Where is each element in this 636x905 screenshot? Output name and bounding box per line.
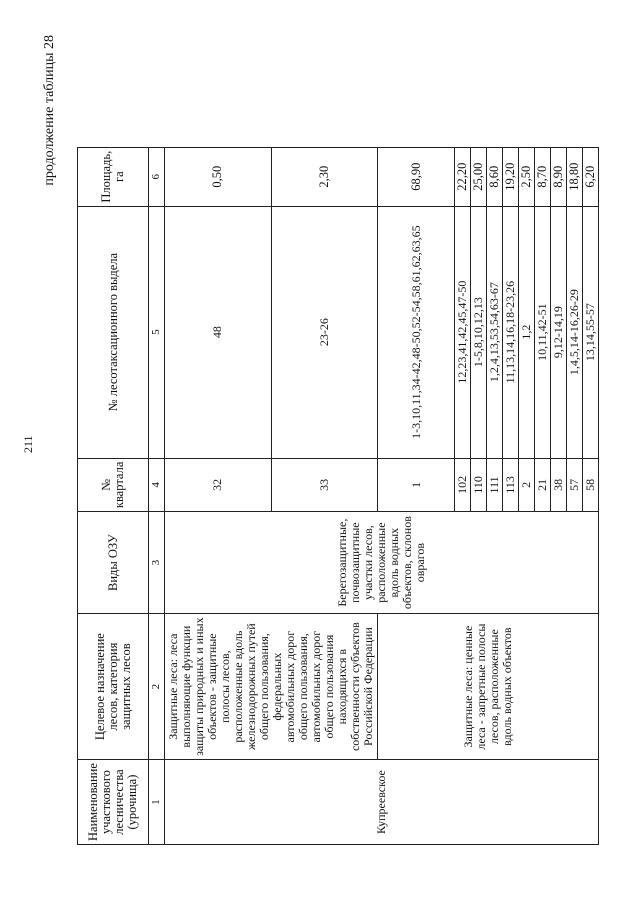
- vydel-cell: 9,12-14,19: [551, 206, 567, 458]
- column-number: 5: [149, 206, 165, 458]
- vydel-cell: 1-3,10,11,34-42,48-50,52-54,58,61,62,63,65: [378, 206, 455, 458]
- data-table: [77, 147, 599, 845]
- area-cell: 2,50: [519, 147, 535, 206]
- vydel-cell: 13,14,55-57: [583, 206, 599, 458]
- purpose-cell: Защитные леса: ценные леса - запретные полосы лесов, расположенные вдоль водных объектов: [378, 614, 599, 760]
- area-cell: 25,00: [471, 147, 487, 206]
- header-vydel: № лесотаксационного выдела: [78, 206, 149, 458]
- header-forestry-name: Наименование участкового лесничества (урочища): [78, 760, 149, 845]
- column-number: 4: [149, 458, 165, 512]
- kvartal-cell: 113: [503, 458, 519, 512]
- ozu-type-cell: Берегозащитные, почвозащитные участки лесов, расположенные вдоль водных объектов, склонов оврагов: [165, 512, 599, 614]
- column-number: 6: [149, 147, 165, 206]
- area-cell: 22,20: [455, 147, 471, 206]
- kvartal-cell: 57: [567, 458, 583, 512]
- kvartal-cell: 111: [487, 458, 503, 512]
- header-ozu-type: Виды ОЗУ: [78, 512, 149, 614]
- table-continuation-caption: продолжение таблицы 28: [42, 35, 57, 186]
- column-number: 2: [149, 614, 165, 760]
- kvartal-cell: 38: [551, 458, 567, 512]
- forestry-name-cell: Купреевское: [165, 760, 599, 845]
- vydel-cell: 11,13,14,16,18-23,26: [503, 206, 519, 458]
- vydel-cell: 48: [165, 206, 272, 458]
- kvartal-cell: 102: [455, 458, 471, 512]
- table-row: [165, 147, 272, 844]
- header-area: Площадь, га: [78, 147, 149, 206]
- area-cell: 2,30: [271, 147, 378, 206]
- page-number: 211: [21, 435, 35, 453]
- area-cell: 18,80: [567, 147, 583, 206]
- kvartal-cell: 33: [271, 458, 378, 512]
- vydel-cell: 1,2: [519, 206, 535, 458]
- vydel-cell: 12,23,41,42,45,47-50: [455, 206, 471, 458]
- area-cell: 8,60: [487, 147, 503, 206]
- vydel-cell: 10,11,42-51: [535, 206, 551, 458]
- vydel-cell: 1,4,5,14-16,26-29: [567, 206, 583, 458]
- area-cell: 8,90: [551, 147, 567, 206]
- kvartal-cell: 21: [535, 458, 551, 512]
- purpose-cell: Защитные леса: леса выполняющие функции защиты природных и иных объектов - защитные полосы лесов, расположенные вдоль железнодорожных путей общего пользования, федеральных автомобильных дорог общего пользования, автомобильных дорог общего пользования находящихся в собственности субъектов Российской Федерации: [165, 614, 378, 760]
- header-row: [78, 147, 149, 844]
- area-cell: 6,20: [583, 147, 599, 206]
- kvartal-cell: 110: [471, 458, 487, 512]
- column-number: 3: [149, 512, 165, 614]
- column-number-row: [149, 147, 165, 844]
- vydel-cell: 23-26: [271, 206, 378, 458]
- kvartal-cell: 58: [583, 458, 599, 512]
- kvartal-cell: 32: [165, 458, 272, 512]
- kvartal-cell: 2: [519, 458, 535, 512]
- area-cell: 0,50: [165, 147, 272, 206]
- kvartal-cell: 1: [378, 458, 455, 512]
- area-cell: 19,20: [503, 147, 519, 206]
- area-cell: 68,90: [378, 147, 455, 206]
- header-kvartal: № квартала: [78, 458, 149, 512]
- table-row: [378, 147, 455, 844]
- vydel-cell: 1-5,8,10,12,13: [471, 206, 487, 458]
- column-number: 1: [149, 760, 165, 845]
- header-purpose: Целевое назначение лесов, категория защитных лесов: [78, 614, 149, 760]
- vydel-cell: 1,2,4,13,53,54,63-67: [487, 206, 503, 458]
- area-cell: 8,70: [535, 147, 551, 206]
